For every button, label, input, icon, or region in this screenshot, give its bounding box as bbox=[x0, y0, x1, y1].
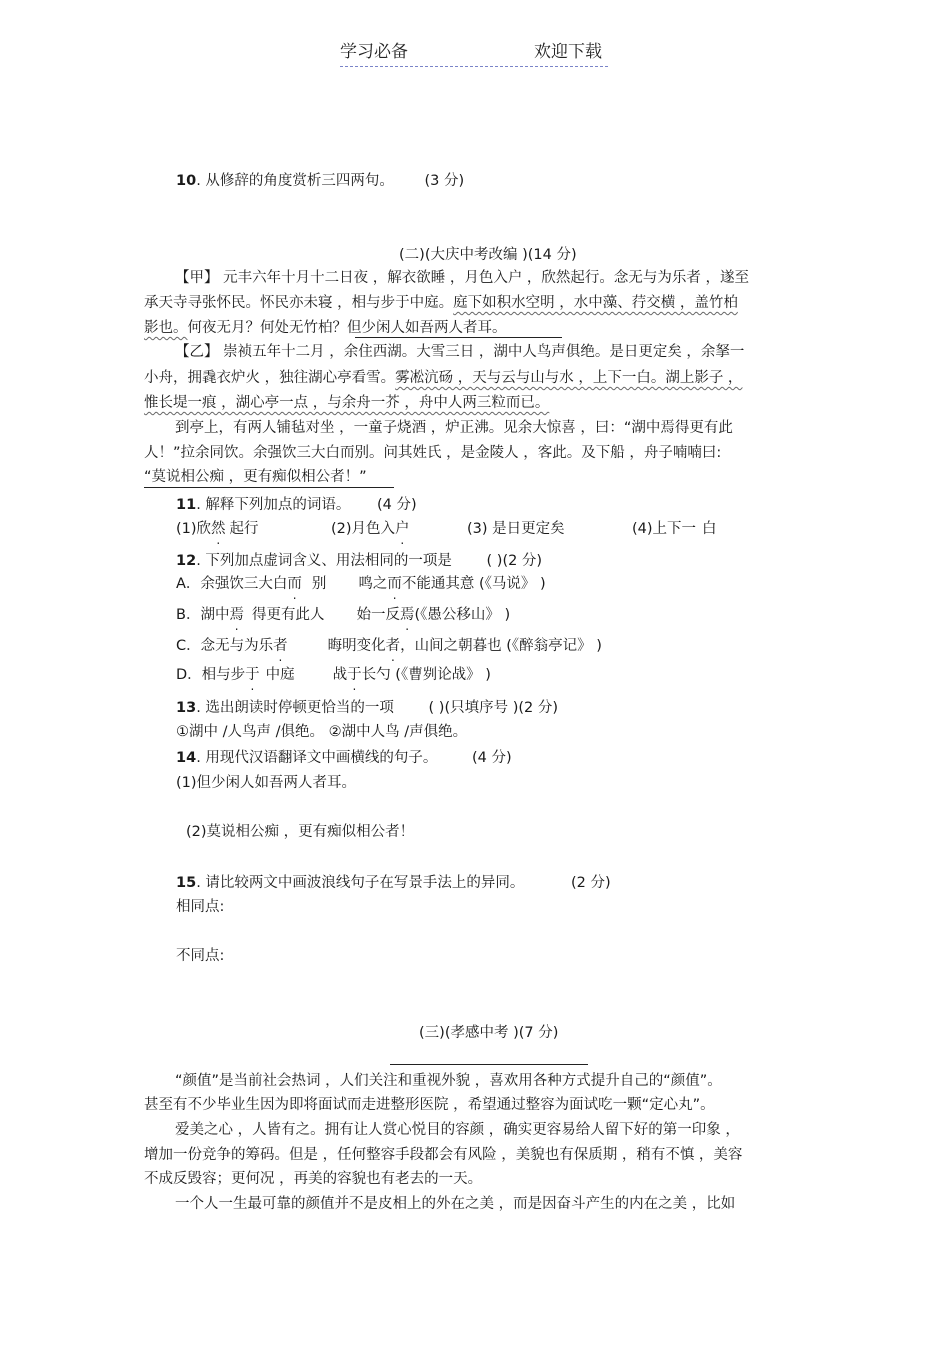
yi-line-6: “莫说相公痴 ，更有痴似相公者！” bbox=[144, 469, 367, 485]
option-text: 得更有此人 bbox=[251, 607, 325, 623]
jia-line-2 bbox=[144, 296, 738, 311]
question-10: 10. 从修辞的角度赏析三四两句。 (3 分) bbox=[176, 173, 465, 189]
dotted-word: 于 bbox=[347, 667, 362, 683]
q12-option-a bbox=[176, 577, 546, 592]
question-text: 从修辞的角度赏析三四两句。 bbox=[205, 173, 394, 189]
question-13: 13. 选出朗读时停顿更恰当的一项 ( )(只填序号 )(2 分) bbox=[176, 700, 559, 716]
item-rest: 日更定矣 bbox=[506, 521, 565, 537]
q11-item-2 bbox=[331, 522, 410, 537]
item-rest: 起行 bbox=[229, 521, 259, 537]
question-number: 14 bbox=[176, 750, 197, 766]
dotted-word: 白 bbox=[702, 521, 717, 537]
item-prefix: (3) 是 bbox=[467, 521, 507, 537]
q11-item-1 bbox=[176, 522, 259, 537]
option-text: C．念无与为乐 bbox=[176, 638, 274, 654]
question-text: 请比较两文中画波浪线句子在写景手法上的异同。 bbox=[205, 875, 525, 891]
item-prefix: (1)欣 bbox=[176, 521, 212, 537]
option-text: (《愚公移山》 ) bbox=[414, 607, 511, 623]
yi-line-4: 到亭上，有两人铺毡对坐 ，一童子烧酒 ，炉正沸。见余大惊喜 ，曰：“湖中焉得更有此 bbox=[175, 420, 733, 436]
question-12: 12. 下列加点虚词含义、用法相同的一项是 ( )(2 分) bbox=[176, 553, 543, 569]
question-14: 14. 用现代汉语翻译文中画横线的句子。 (4 分) bbox=[176, 750, 512, 766]
dotted-word: 者 bbox=[273, 638, 288, 654]
jia-line-3 bbox=[144, 321, 507, 336]
essay-line-1: “颜值”是当前社会热词 ，人们关注和重视外貌 ，喜欢用各种方式提升自己的“颜值”。 bbox=[175, 1073, 722, 1089]
dotted-word: 焉 bbox=[399, 607, 415, 623]
yi-wavy-sentence: 雾凇沆砀 ，天与云与山与水 ，上下一白。湖上影子 ， bbox=[395, 370, 743, 386]
question-text: 下列加点虚词含义、用法相同的一项是 bbox=[205, 553, 452, 569]
q15-diff-label: 不同点: bbox=[176, 948, 225, 964]
dotted-word: 于 bbox=[245, 667, 260, 683]
q11-item-4 bbox=[632, 522, 717, 537]
dotted-word: 户 bbox=[395, 521, 410, 537]
yi-line-1: 【乙】 崇祯五年十二月 ，余住西湖。大雪三日 ，湖中人鸟声俱绝。是日更定矣 ，余拏一 bbox=[175, 344, 745, 360]
jia-underline bbox=[355, 337, 562, 338]
question-text: 选出朗读时停顿更恰当的一项 bbox=[205, 700, 394, 716]
option-text: 始一反 bbox=[356, 607, 400, 623]
essay-line-5: 不成反毁容；更何况 ，再美的容貌也有老去的一天。 bbox=[144, 1171, 483, 1187]
question-text: 用现代汉语翻译文中画横线的句子。 bbox=[205, 750, 438, 766]
option-text: D．相与步 bbox=[176, 667, 246, 683]
q13-options: ①湖中 /人鸟声 /俱绝。 ②湖中人鸟 /声俱绝。 bbox=[176, 724, 468, 740]
essay-line-3: 爱美之心 ，人皆有之。拥有让人赏心悦目的容颜 ，确实更容易给人留下好的第一印象 ， bbox=[175, 1122, 740, 1138]
question-number: 12 bbox=[176, 553, 197, 569]
jia-wavy-sentence-end: 影也。 bbox=[144, 320, 188, 336]
question-score: ( )(只填序号 )(2 分) bbox=[428, 700, 559, 716]
q12-option-d bbox=[176, 668, 491, 683]
dotted-word: 而 bbox=[387, 576, 402, 592]
jia-text: 承天寺寻张怀民。怀民亦未寝 ，相与步于中庭。 bbox=[144, 295, 454, 311]
section-3-title: (三)(孝感中考 )(7 分) bbox=[419, 1025, 559, 1041]
dotted-word: 者 bbox=[385, 638, 401, 654]
question-number: 15 bbox=[176, 875, 197, 891]
question-15: 15. 请比较两文中画波浪线句子在写景手法上的异同。 (2 分) bbox=[176, 875, 611, 891]
yi-line-5: 人！”拉余同饮。余强饮三大白而别。问其姓氏 ，是金陵人 ，客此。及下船 ，舟子喃喃曰: bbox=[144, 445, 722, 461]
dotted-word: 焉 bbox=[229, 607, 244, 623]
question-score: (4 分) bbox=[377, 497, 417, 513]
question-number: 11 bbox=[176, 497, 197, 513]
jia-underlined-sentence: 何夜无月？何处无竹柏？但少闲人如吾两人者耳。 bbox=[187, 320, 507, 336]
option-text: 不能通其意 (《马说》 ) bbox=[401, 576, 546, 592]
essay-line-6: 一个人一生最可靠的颜值并不是皮相上的外在之美 ，而是因奋斗产生的内在之美 ，比如 bbox=[175, 1196, 736, 1212]
dotted-word: 然 bbox=[211, 521, 226, 537]
jia-line-1: 【甲】 元丰六年十月十二日夜 ，解衣欲睡 ，月色入户 ，欣然起行。念无与为乐者 ，遂至 bbox=[175, 270, 750, 286]
section-2-title: (二)(大庆中考改编 )(14 分) bbox=[399, 247, 577, 263]
q12-option-b bbox=[176, 608, 510, 623]
option-text: B．湖中 bbox=[176, 607, 230, 623]
yi-underline bbox=[144, 487, 394, 488]
question-number: 10 bbox=[176, 173, 197, 189]
item-prefix: (2)月色入 bbox=[331, 521, 396, 537]
yi-wavy-sentence-end: 惟长堤一痕 ，湖心亭一点 ，与余舟一芥 ，舟中人两三粒而已。 bbox=[144, 395, 550, 411]
jia-wavy-sentence: 庭下如积水空明 ，水中藻、荇交横 ，盖竹柏 bbox=[453, 295, 738, 311]
option-text: A．余强饮三大白 bbox=[176, 576, 288, 592]
section-3-rule bbox=[390, 1064, 588, 1065]
question-score: ( )(2 分) bbox=[486, 553, 543, 569]
header-left: 学习必备 bbox=[340, 42, 408, 62]
q11-item-3 bbox=[467, 522, 565, 537]
q12-option-c bbox=[176, 639, 602, 654]
dotted-word: 而 bbox=[287, 576, 302, 592]
header-divider bbox=[340, 66, 608, 67]
yi-text: 小舟，拥毳衣炉火 ，独往湖心亭看雪。 bbox=[144, 370, 396, 386]
q14-sentence-1: (1)但少闲人如吾两人者耳。 bbox=[176, 775, 357, 791]
option-text: 长勺 (《曹刿论战》 ) bbox=[361, 667, 491, 683]
essay-line-4: 增加一份竞争的筹码。但是 ，任何整容手段都会有风险 ，美貌也有保质期 ，稍有不慎 ，美容 bbox=[144, 1147, 743, 1163]
option-text: 别 bbox=[311, 576, 327, 592]
question-score: (3 分) bbox=[424, 173, 465, 189]
q14-sentence-2: (2)莫说相公痴 ，更有痴似相公者！ bbox=[186, 824, 415, 840]
question-text: 解释下列加点的词语。 bbox=[205, 497, 351, 513]
option-text: ，山间之朝暮也 (《醉翁亭记》 ) bbox=[400, 638, 602, 654]
yi-line-2 bbox=[144, 371, 742, 386]
option-text: 中庭 bbox=[265, 667, 295, 683]
option-text: 战 bbox=[332, 667, 348, 683]
question-score: (2 分) bbox=[571, 875, 611, 891]
essay-line-2: 甚至有不少毕业生因为即将面试而走进整形医院 ，希望通过整容为面试吃一颗“定心丸”。 bbox=[144, 1097, 715, 1113]
q15-same-label: 相同点: bbox=[176, 899, 225, 915]
question-number: 13 bbox=[176, 700, 197, 716]
question-score: (4 分) bbox=[472, 750, 512, 766]
question-11: 11. 解释下列加点的词语。 (4 分) bbox=[176, 497, 417, 513]
item-prefix: (4)上下一 bbox=[632, 521, 697, 537]
yi-line-3 bbox=[144, 396, 549, 411]
option-text: 鸣之 bbox=[358, 576, 388, 592]
option-text: 晦明变化 bbox=[327, 638, 386, 654]
header-right: 欢迎下载 bbox=[534, 42, 602, 62]
